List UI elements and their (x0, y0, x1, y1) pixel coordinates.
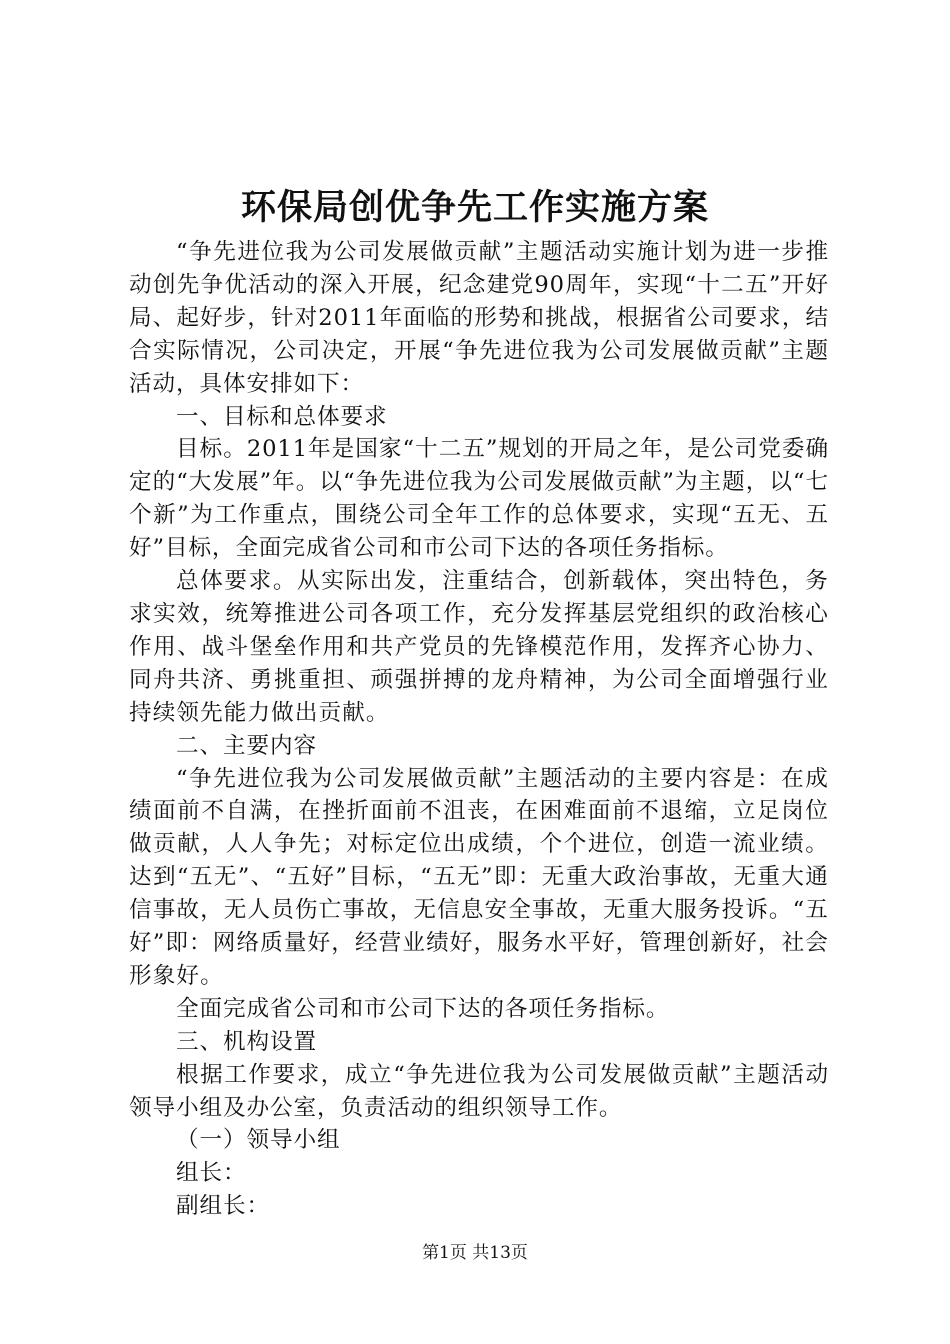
group-leader-line: 组长： (176, 1160, 247, 1187)
complete-tasks-paragraph: 全面完成省公司和市公司下达的各项任务指标。 (176, 995, 670, 1022)
subsection-heading-leadership-group: （一）领导小组 (176, 1127, 341, 1154)
section-heading-goals: 一、目标和总体要求 (176, 403, 388, 430)
section-heading-main-content: 二、主要内容 (176, 732, 317, 759)
page-number-footer: 第1页 共13页 (422, 1243, 528, 1263)
overall-requirements-paragraph: 总体要求。从实际出发，注重结合，创新载体，突出特色，务求实效，统筹推进公司各项工作，充分发挥基层党组织的政治核心作用、战斗堡垒作用和共产党员的先锋模范作用，发挥齐心协力、同舟共济、勇挑重担、顽强拼搏的龙舟精神，为公司全面增强行业持续领先能力做出贡献。 (129, 568, 829, 726)
goals-paragraph: 目标。2011年是国家“十二五”规划的开局之年，是公司党委确定的“大发展”年。以“争先进位我为公司发展做贡献”为主题，以“七个新”为工作重点，围绕公司全年工作的总体要求，实现“五无、五好”目标，全面完成省公司和市公司下达的各项任务指标。 (129, 436, 829, 562)
main-content-paragraph: “争先进位我为公司发展做贡献”主题活动的主要内容是：在成绩面前不自满，在挫折面前不沮丧，在困难面前不退缩，立足岗位做贡献，人人争先；对标定位出成绩，个个进位，创造一流业绩。达到“五无”、“五好”目标，“五无”即：无重大政治事故，无重大通信事故，无人员伤亡事故，无信息安全事故，无重大服务投诉。“五好”即：网络质量好，经营业绩好，服务水平好，管理创新好，社会形象好。 (129, 765, 829, 989)
section-heading-organization: 三、机构设置 (176, 1028, 317, 1055)
intro-paragraph: “争先进位我为公司发展做贡献”主题活动实施计划为进一步推动创先争优活动的深入开展，纪念建党90周年，实现“十二五”开好局、起好步，针对2011年面临的形势和挑战，根据省公司要求，结合实际情况，公司决定，开展“争先进位我为公司发展做贡献”主题活动，具体安排如下： (129, 239, 829, 397)
document-title: 环保局创优争先工作实施方案 (240, 187, 709, 228)
document-body (129, 236, 829, 1223)
deputy-group-leader-line: 副组长： (176, 1193, 270, 1220)
organization-paragraph: 根据工作要求，成立“争先进位我为公司发展做贡献”主题活动领导小组及办公室，负责活动的组织领导工作。 (129, 1061, 829, 1121)
